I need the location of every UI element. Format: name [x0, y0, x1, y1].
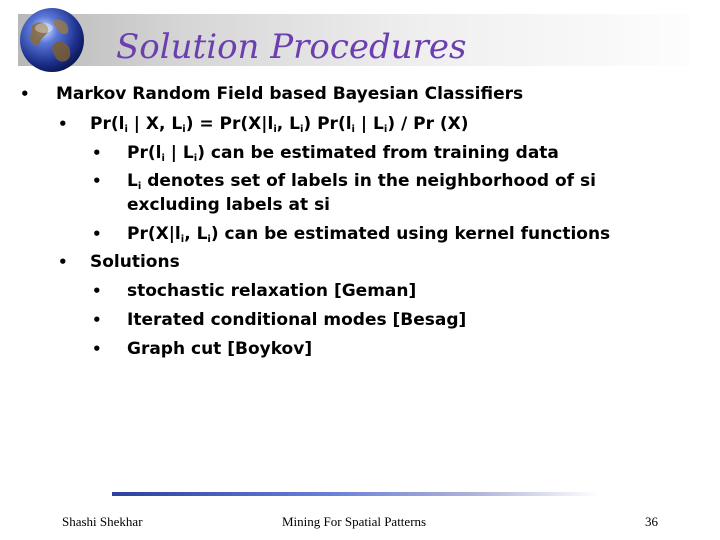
prior-subscript: i [161, 153, 165, 164]
formula-text: ) Pr(l [303, 114, 352, 134]
bullet-glyph: • [58, 253, 68, 271]
bullet-glyph: • [92, 311, 102, 329]
footer-divider [112, 492, 598, 496]
bullet-glyph: • [58, 115, 68, 133]
likelihood-estimation [127, 222, 610, 252]
likelihood-text: ) can be estimated using kernel functions [210, 224, 611, 244]
bullet-glyph: • [92, 282, 102, 300]
formula-text: Pr(l [90, 114, 125, 134]
footer-author: Shashi Shekhar [62, 514, 143, 529]
li-subscript: i [137, 181, 142, 192]
bullet-glyph: • [92, 340, 102, 358]
li-text: denotes set of labels in the neighborhood of si [141, 171, 596, 191]
prior-subscript: i [193, 153, 198, 164]
formula-subscript: i [182, 124, 186, 135]
formula-subscript: i [351, 124, 355, 135]
bullet-glyph: • [92, 225, 102, 243]
footer-course: Mining For Spatial Patterns [282, 514, 427, 529]
likelihood-subscript: i [180, 234, 185, 245]
likelihood-text: , L [184, 224, 208, 244]
li-text: L [127, 171, 138, 191]
mrf-heading: Markov Random Field based Bayesian Classifiers [56, 84, 524, 104]
formula-subscript: i [273, 124, 277, 135]
solution-item: Graph cut [Boykov] [127, 339, 313, 359]
formula-text: ) / Pr (X) [387, 114, 469, 134]
formula-text: | L [354, 114, 384, 134]
likelihood-subscript: i [207, 234, 211, 245]
bullet-glyph: • [20, 85, 30, 103]
slide-title: Solution Procedures [116, 27, 467, 67]
formula-text: , L [276, 114, 300, 134]
formula-subscript: i [299, 124, 304, 135]
globe-icon [18, 6, 86, 74]
bullet-glyph: • [92, 144, 102, 162]
formula-subscript: i [124, 124, 128, 135]
likelihood-text: Pr(X|l [127, 224, 181, 244]
solutions-heading: Solutions [90, 252, 180, 272]
prior-text: | L [164, 143, 194, 163]
bullet-glyph: • [92, 172, 102, 190]
page-number: 36 [645, 514, 658, 529]
prior-estimation [127, 141, 559, 171]
formula-text: ) = Pr(X|l [185, 114, 274, 134]
prior-text: ) can be estimated from training data [197, 143, 559, 163]
formula-text: | X, L [127, 114, 183, 134]
solution-item: stochastic relaxation [Geman] [127, 281, 417, 301]
solution-item: Iterated conditional modes [Besag] [127, 310, 467, 330]
formula-subscript: i [383, 124, 388, 135]
li-definition-continued: excluding labels at si [127, 195, 331, 215]
bayes-formula [90, 112, 469, 142]
prior-text: Pr(l [127, 143, 162, 163]
